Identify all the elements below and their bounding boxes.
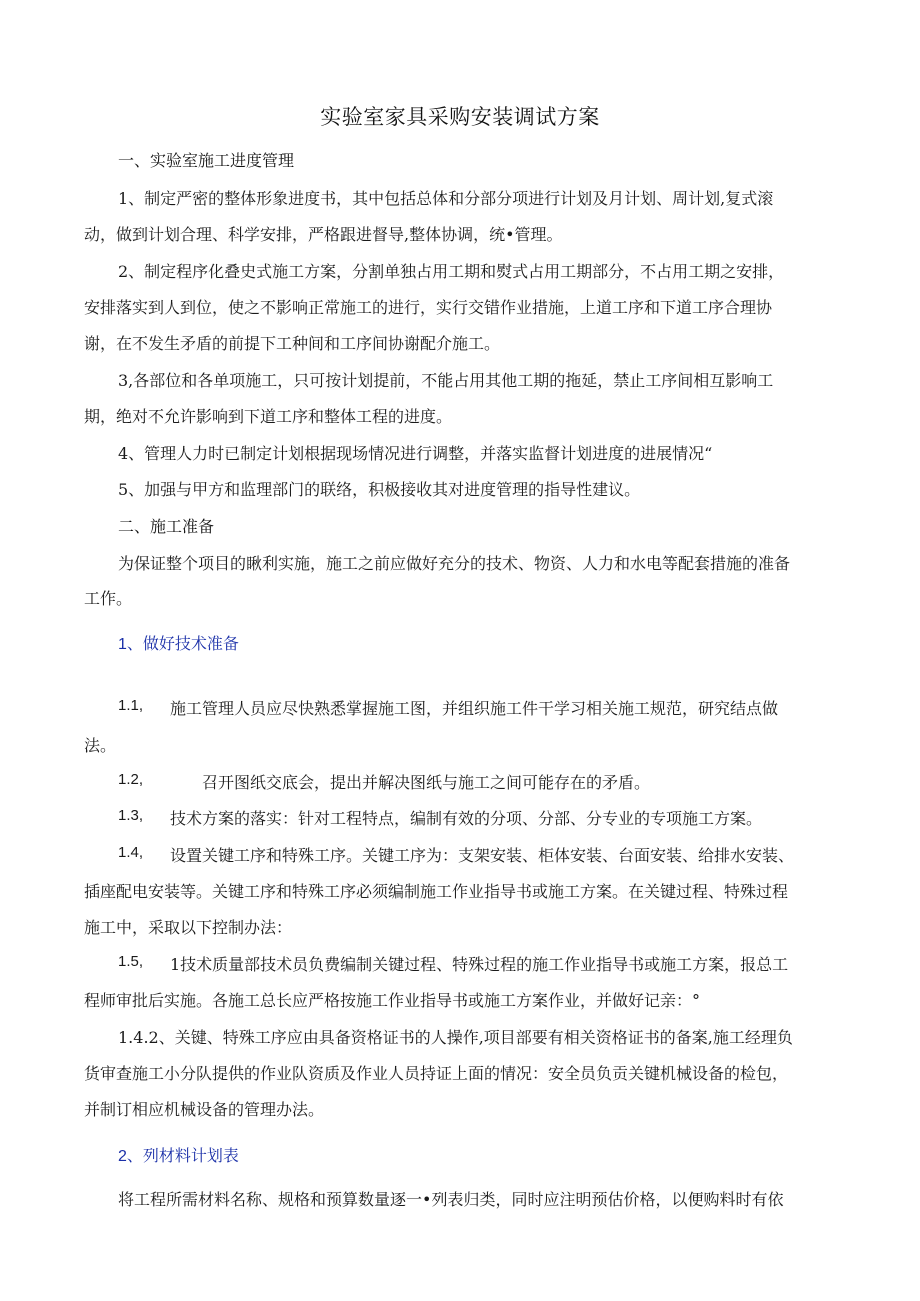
paragraph-line: 谢，在不发生矛盾的前提下工种间和工序间协谢配介施工。 [84, 334, 501, 353]
paragraph-line: 期，绝对不允许影响到下道工序和整体工程的进度。 [84, 407, 453, 426]
paragraph-line: 1.4.2、关键、特殊工序应由具备资格证书的人操作,项目部要有相关资格证书的备案,施工经理负 [118, 1028, 793, 1047]
paragraph-line: 程师审批后实施。各施工总长应严格按施工作业指导书或施工方案作业，并做好记亲：° [84, 991, 701, 1010]
paragraph-line: 2、制定程序化叠史式施工方案，分割单独占用工期和熨式占用工期部分，不占用工期之安排， [118, 262, 785, 281]
subsection-1-heading: 1、做好技术准备 [118, 636, 239, 653]
paragraph-line: 货审查施工小分队提供的作业队资质及作业人员持证上面的情况：安全员负贡关键机械设备的检包， [84, 1064, 789, 1083]
paragraph-line: 技术方案的落实：针对工程特点，编制有效的分项、分部、分专业的专项施工方案。 [170, 809, 763, 828]
paragraph-line: 将工程所需材料名称、规格和预算数量逐一•列表归类，同时应注明预估价格，以便购料时有依 [118, 1190, 784, 1209]
paragraph-line: 法。 [84, 736, 117, 755]
section-2-heading: 二、施工准备 [118, 519, 215, 536]
paragraph-line: 4、管理人力时已制定计划根据现场情况进行调整，并落实监督计划进度的进展情况“ [118, 444, 713, 463]
document-title: 实验室家具采购安装调试方案 [320, 106, 600, 129]
paragraph-line: 设置关键工序和特殊工序。关键工序为：支架安装、柜体安装、台面安装、给排水安装、 [170, 846, 795, 865]
paragraph-line: 安排落实到人到位，使之不影响正常施工的进行，实行交错作业措施，上道工序和下道工序合理协 [84, 298, 773, 317]
paragraph-line: 工作。 [84, 589, 133, 608]
paragraph-line: 召开图纸交底会，提出并解决图纸与施工之间可能存在的矛盾。 [202, 773, 651, 792]
paragraph-line: 为保证整个项目的瞅利实施，施工之前应做好充分的技术、物资、人力和水电等配套措施的准备 [118, 554, 791, 573]
item-number: 1.3, [118, 807, 144, 824]
paragraph-line: 1技术质量部技术员负费编制关键过程、特殊过程的施工作业指导书或施工方案，报总工 [170, 955, 789, 974]
paragraph-line: 施工管理人员应尽快熟悉掌握施工图，并组织施工件干学习相关施工规范，研究结点做 [170, 699, 779, 718]
paragraph-line: 并制订相应机械设备的管理办法。 [84, 1100, 325, 1119]
item-number: 1.2, [118, 771, 144, 788]
paragraph-line: 3,各部位和各单项施工，只可按计划提前，不能占用其他工期的拖延，禁止工序间相互影响工 [118, 371, 774, 390]
subsection-2-heading: 2、列材料计划表 [118, 1148, 239, 1165]
paragraph-line: 动，做到计划合理、科学安排，严格跟进督导,整体协调，统•管理。 [84, 225, 563, 244]
item-number: 1.5, [118, 953, 144, 970]
paragraph-line: 5、加强与甲方和监理部门的联络，积极接收其对进度管理的指导性建议。 [118, 480, 641, 499]
item-number: 1.4, [118, 844, 144, 861]
section-1-heading: 一、实验室施工进度管理 [118, 153, 295, 170]
paragraph-line: 1、制定严密的整体形象进度书，其中包括总体和分部分项进行计划及月计划、周计划,复式滚 [118, 189, 774, 208]
item-number: 1.1, [118, 697, 144, 714]
paragraph-line: 施工中，采取以下控制办法： [84, 918, 293, 937]
paragraph-line: 插座配电安装等。关键工序和特殊工序必须编制施工作业指导书或施工方案。在关键过程、特殊过程 [84, 882, 789, 901]
